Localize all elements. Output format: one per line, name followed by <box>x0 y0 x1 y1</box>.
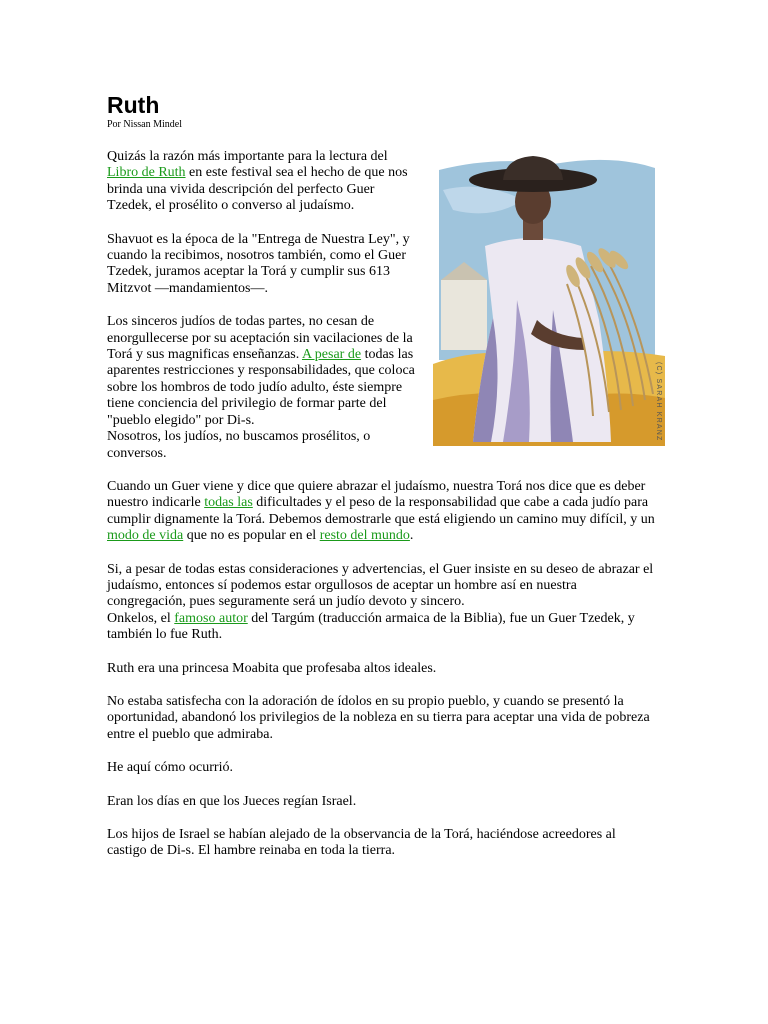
paragraph-text: del Targúm (traducción armaica de la Biblia), fue un Guer Tzedek, y también lo fue Ruth. <box>107 610 635 643</box>
link-famoso-autor[interactable]: famoso autor <box>174 610 248 626</box>
paragraph-text: Si, a pesar de todas estas consideraciones y advertencias, el Guer insiste en su deseo de abrazar el judaísmo, entonces sí podemos estar orgullosos de aceptar un hombre así en nuestra congregación, pues seguramente será un judío devoto y sincero. <box>107 561 654 610</box>
paragraph-4 <box>107 479 655 545</box>
illustration-credit: (C) SARAH KRANZ <box>655 362 662 442</box>
paragraph-text: que no es popular en el <box>183 528 320 544</box>
paragraph-7: No estaba satisfecha con la adoración de ídolos en su propio pueblo, y cuando se presentó la oportunidad, abandonó los privilegios de la nobleza en su tierra para aceptar una vida de pobreza entre el pueblo que admiraba. <box>107 693 650 742</box>
link-libro-de-ruth[interactable]: Libro de Ruth <box>107 165 186 181</box>
paragraph-text: . <box>409 528 414 544</box>
paragraph-text: todas las aparentes restricciones y responsabilidades, que coloca sobre los hombros de todo judío adulto, éste siempre tiene conciencia del privilegio de formar parte del "pueblo elegido" por Di-s. <box>107 347 415 428</box>
paragraph-text: Quizás la razón más importante para la lectura del <box>107 149 388 164</box>
paragraph-5 <box>107 562 655 644</box>
ruth-illustration <box>433 150 665 446</box>
paragraph-text: Cuando un Guer viene y dice que quiere abrazar el judaísmo, nuestra Torá nos dice que es deber nuestro indicarle <box>107 478 646 511</box>
link-modo-de-vida[interactable]: modo de vida <box>107 528 184 544</box>
page-title: Ruth <box>107 92 160 118</box>
paragraph-text: dificultades y el peso de la responsabilidad que cabe a cada judío para cumplir dignamente la Torá. Debemos demostrarle que está eligiendo un camino muy difícil, y un <box>107 495 655 527</box>
link-a-pesar-de[interactable]: A pesar de <box>301 347 362 363</box>
paragraph-10: Los hijos de Israel se habían alejado de la observancia de la Torá, haciéndose acreedores al castigo de Di-s. El hambre reinaba en toda la tierra. <box>107 827 616 859</box>
link-resto-del-mundo[interactable]: resto del mundo <box>319 528 410 544</box>
byline: Por Nissan Mindel <box>107 119 182 130</box>
paragraph-6: Ruth era una princesa Moabita que profesaba altos ideales. <box>107 660 437 676</box>
link-todas-las[interactable]: todas las <box>204 495 253 511</box>
paragraph-text: Onkelos, el <box>107 610 175 626</box>
paragraph-text: Nosotros, los judíos, no buscamos prosélitos, o conversos. <box>107 429 371 461</box>
paragraph-2: Shavuot es la época de la "Entrega de Nuestra Ley", y cuando la recibimos, nosotros también, como el Guer Tzedek, juramos aceptar la Torá y cumplir sus 613 Mitzvot —mandamientos—. <box>107 231 410 296</box>
paragraph-text: Los sinceros judíos de todas partes, no cesan de enorgullecerse por su aceptación sin vacilaciones de la Torá y sus magnificas enseñanzas. <box>107 314 413 363</box>
paragraph-text: en este festival sea el hecho de que nos brinda una vivida descripción del perfecto Guer Tzedek, el prosélito o converso al judaísmo. <box>107 165 408 214</box>
article-body <box>107 149 662 877</box>
paragraph-8: He aquí cómo ocurrió. <box>107 760 233 776</box>
paragraph-9: Eran los días en que los Jueces regían Israel. <box>107 793 357 809</box>
